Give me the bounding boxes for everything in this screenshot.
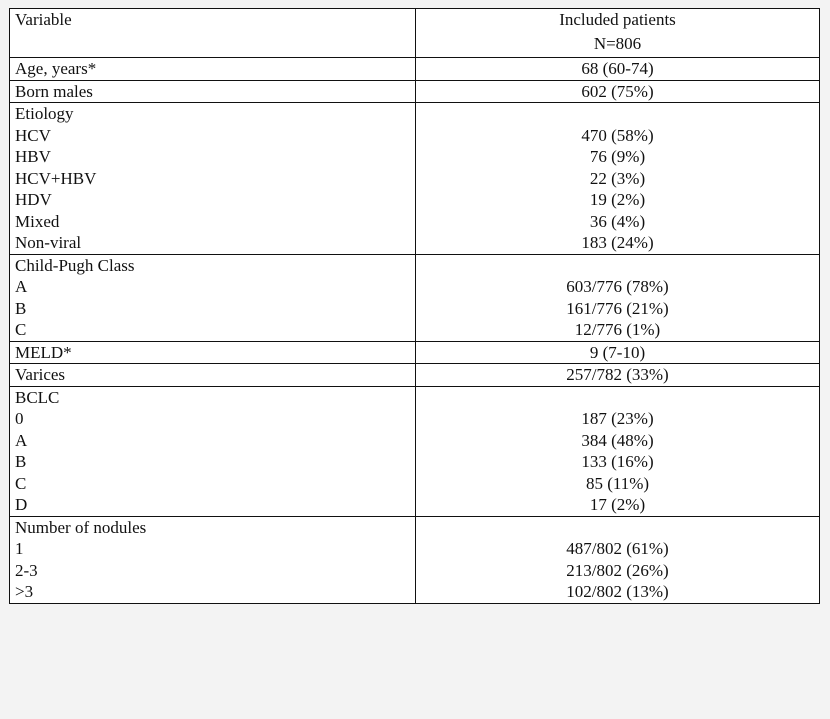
value-cell [416, 364, 820, 387]
variable-value: 85 (11%) [585, 473, 650, 493]
variable-label: D [15, 495, 28, 514]
variable-value [416, 255, 819, 277]
variable-value: 470 (58%) [581, 125, 654, 145]
variable-label: Varices [15, 365, 66, 384]
variable-label: HCV [15, 125, 51, 145]
value-cell [416, 58, 820, 81]
variable-value: 384 (48%) [581, 430, 654, 450]
variable-value [416, 103, 819, 125]
variable-value: 17 (2%) [589, 495, 646, 514]
table-row [10, 516, 820, 603]
variable-cell [10, 516, 416, 603]
variable-value: 257/782 (33%) [566, 365, 669, 384]
table-body [10, 9, 820, 604]
variable-value: 602 (75%) [581, 81, 654, 101]
variable-label: B [15, 298, 27, 318]
variable-cell [10, 386, 416, 516]
header-included-cell [416, 9, 820, 58]
variable-value: 487/802 (61%) [566, 539, 669, 558]
value-cell [416, 386, 820, 516]
variable-value: 68 (60-74) [581, 59, 654, 78]
variable-label: C [15, 473, 27, 493]
value-cell [416, 103, 820, 255]
header-row [10, 9, 820, 58]
table-row [10, 364, 820, 387]
variable-label: Age, years* [15, 59, 97, 78]
variable-label: >3 [15, 582, 34, 601]
header-variable-cell [10, 9, 416, 58]
table-row [10, 386, 820, 516]
variable-label: A [15, 277, 28, 296]
variable-label: Mixed [15, 211, 60, 231]
variable-value: 187 (23%) [581, 409, 654, 428]
value-cell [416, 254, 820, 341]
variable-value: 603/776 (78%) [566, 277, 669, 296]
value-cell [416, 516, 820, 603]
variable-label: Child-Pugh Class [15, 255, 135, 275]
variable-label: HDV [15, 190, 52, 209]
variable-label: 1 [15, 539, 24, 558]
variable-label: 0 [15, 409, 24, 428]
variable-label: MELD* [15, 342, 72, 362]
table-row [10, 58, 820, 81]
variable-cell [10, 58, 416, 81]
variable-value: 213/802 (26%) [566, 560, 669, 580]
table-row [10, 80, 820, 103]
variable-value: 133 (16%) [581, 452, 654, 471]
variable-label: Number of nodules [15, 517, 147, 537]
variable-value: 76 (9%) [589, 147, 646, 166]
variable-value: 183 (24%) [581, 233, 654, 252]
variable-cell [10, 341, 416, 364]
variable-value: 19 (2%) [589, 190, 646, 209]
variable-value: 102/802 (13%) [566, 582, 669, 601]
value-cell [416, 80, 820, 103]
variable-value: 36 (4%) [589, 211, 646, 231]
table-row [10, 254, 820, 341]
header-n-count: N=806 [593, 34, 642, 53]
variable-cell [10, 103, 416, 255]
patient-characteristics-table [9, 8, 820, 604]
variable-label: BCLC [15, 387, 60, 407]
variable-cell [10, 254, 416, 341]
header-included-patients: Included patients [559, 10, 676, 29]
variable-label: Born males [15, 81, 93, 101]
variable-cell [10, 80, 416, 103]
variable-cell [10, 364, 416, 387]
table-row [10, 103, 820, 255]
variable-label: B [15, 452, 27, 471]
variable-label: 2-3 [15, 560, 38, 580]
value-cell [416, 341, 820, 364]
variable-label: Non-viral [15, 233, 82, 252]
variable-value: 161/776 (21%) [566, 298, 669, 318]
variable-value: 9 (7-10) [589, 342, 646, 362]
variable-label: HBV [15, 147, 51, 166]
variable-label: A [15, 430, 28, 450]
variable-label: Etiology [15, 104, 74, 123]
variable-value: 12/776 (1%) [574, 320, 661, 339]
variable-label: C [15, 320, 27, 339]
variable-value: 22 (3%) [589, 168, 646, 188]
variable-label: HCV+HBV [15, 168, 97, 188]
variable-value [416, 517, 819, 539]
variable-value [416, 387, 819, 409]
header-variable: Variable [15, 10, 72, 29]
table-row [10, 341, 820, 364]
